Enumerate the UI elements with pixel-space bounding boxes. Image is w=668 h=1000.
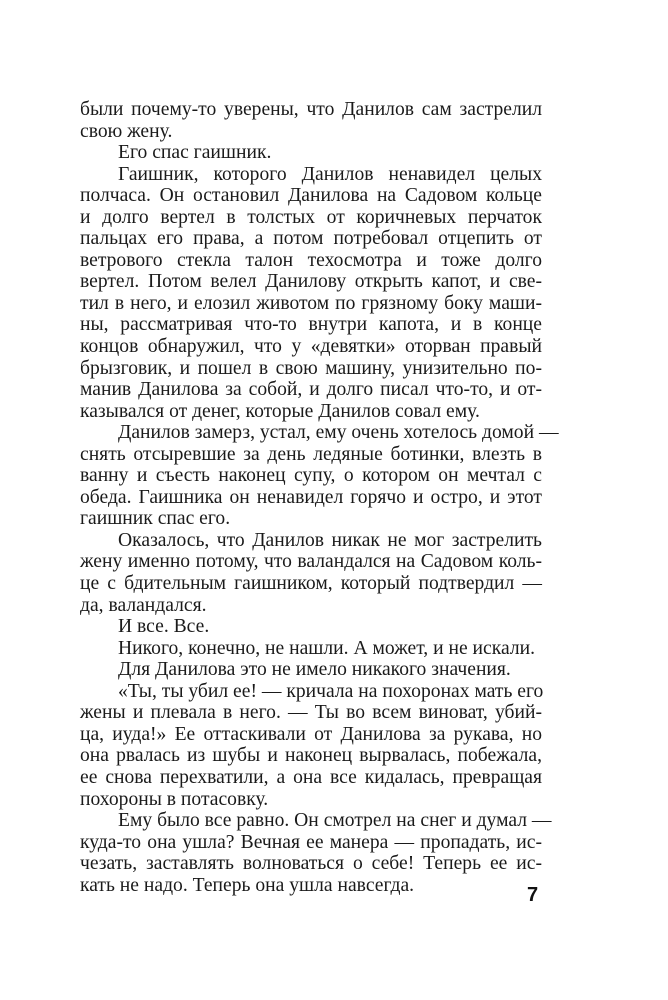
text-line: чезать, заставлять волноваться о себе! Теперь ее ис- [80, 853, 542, 875]
text-line: брызговик, и пошел в свою машину, унизительно по- [80, 357, 542, 379]
text-line: пальцах его права, а потом потребовал отцепить от [80, 228, 542, 250]
text-line: вертел. Потом велел Данилову открыть капот, и све- [80, 271, 542, 293]
text-line: да, валандался. [80, 594, 207, 616]
paragraph [80, 422, 559, 530]
text-line: ветрового стекла талон техосмотра и тоже долго [80, 249, 542, 271]
paragraph [80, 530, 542, 616]
text-line: Для Данилова это не имело никакого значения. [118, 659, 511, 681]
text-line: гаишник спас его. [80, 508, 231, 530]
paragraph [80, 164, 542, 423]
text-line: казывался от денег, которые Данилов совал ему. [80, 400, 480, 422]
text-line: Его спас гаишник. [118, 142, 272, 164]
text-line: ны, рассматривая что-то внутри капота, и в конце [80, 314, 542, 336]
paragraph [80, 659, 542, 681]
text-line: свою жену. [80, 120, 173, 142]
text-line: И все. Все. [118, 616, 210, 638]
text-line: похороны в потасовку. [80, 788, 269, 810]
paragraph [80, 616, 542, 638]
text-line: она рвалась из шубы и наконец вырвалась, побежала, [80, 745, 542, 767]
text-line: жены и плевала в него. — Ты во всем виноват, убий- [80, 702, 542, 724]
page-body [80, 99, 559, 896]
text-line: полчаса. Он остановил Данилова на Садовом кольце [80, 185, 542, 207]
text-line: Оказалось, что Данилов никак не мог застрелить [118, 529, 542, 551]
text-line: манив Данилова за собой, и долго писал что-то, и от- [80, 379, 542, 401]
text-line: ванну и съесть наконец супу, о котором он мечтал с [80, 465, 542, 487]
text-line: Гаишник, которого Данилов ненавидел целых [118, 163, 542, 185]
text-line: Ему было все равно. Он смотрел на снег и думал — [118, 810, 552, 832]
text-line: Данилов замерз, устал, ему очень хотелось домой — [118, 422, 559, 444]
text-line: снять отсыревшие за день ледяные ботинки, влезть в [80, 443, 542, 465]
paragraph [80, 810, 552, 896]
text-line: це с бдительным гаишником, который подтвердил — [80, 573, 542, 595]
paragraph [80, 142, 542, 164]
text-line: ца, иуда!» Ее оттаскивали от Данилова за рукава, но [80, 723, 542, 745]
paragraph [80, 638, 542, 660]
text-line: обеда. Гаишника он ненавидел горячо и остро, и этот [80, 486, 542, 508]
text-line: Никого, конечно, не нашли. А может, и не искали. [118, 637, 535, 659]
paragraph [80, 99, 542, 142]
text-line: и долго вертел в толстых от коричневых перчаток [80, 206, 542, 228]
text-line: жену именно потому, что валандался на Садовом коль- [80, 551, 542, 573]
text-line: куда-то она ушла? Вечная ее манера — пропадать, ис- [80, 831, 542, 853]
text-line: кать не надо. Теперь она ушла навсегда. [80, 874, 415, 896]
text-line: «Ты, ты убил ее! — кричала на похоронах мать его [118, 680, 544, 702]
paragraph [80, 681, 542, 810]
text-line: ее снова перехватили, а она все кидалась, превращая [80, 766, 542, 788]
page-number: 7 [527, 884, 539, 906]
text-line: тил в него, и елозил животом по грязному боку маши- [80, 292, 542, 314]
text-line: концов обнаружил, что у «девятки» оторван правый [80, 336, 542, 358]
text-line: были почему-то уверены, что Данилов сам застрелил [80, 99, 542, 120]
